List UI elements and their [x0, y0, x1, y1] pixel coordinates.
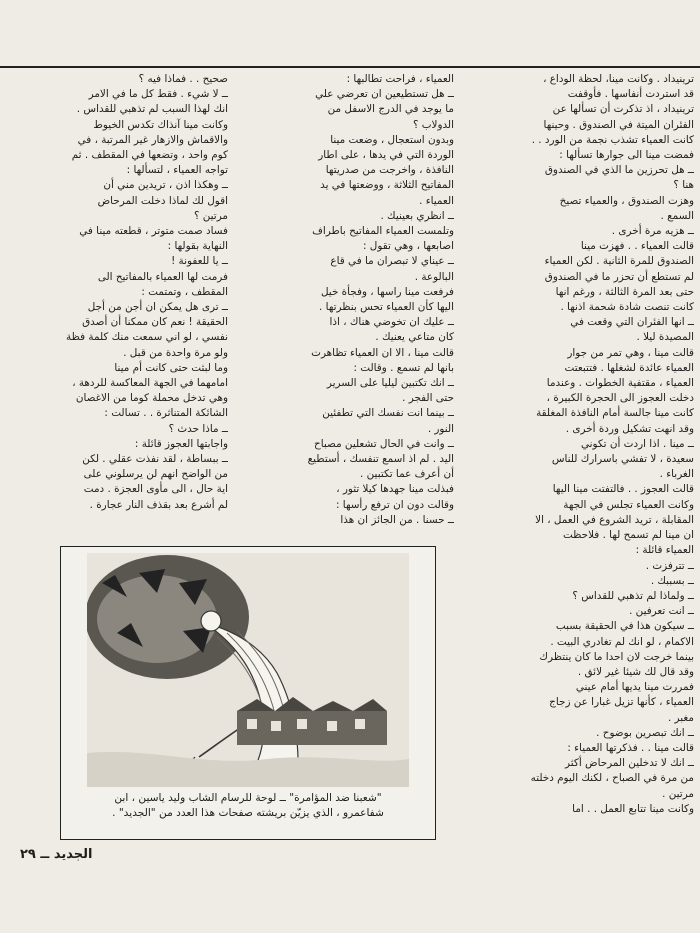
text-line: ــ وهكذا اذن ، تريدين مني أن — [103, 179, 228, 192]
text-line: وكانت مينا آنذاك تكدس الخيوط — [93, 118, 228, 131]
text-line: من الواضح انهم لن يرسلوني على — [83, 468, 228, 481]
text-line: ــ مينا . اذا اردت أن تكوني — [581, 437, 694, 450]
text-line: هنا ؟ — [673, 179, 694, 192]
text-line: ــ بينما انت نفسك التي تطفئين — [322, 407, 454, 420]
text-line: العمياء عائدة لشغلها . فتتبعتت — [564, 361, 694, 374]
text-column-left — [14, 72, 228, 542]
text-line: ــ انك لا تدخلين المرحاض أكثر — [565, 757, 694, 770]
text-line: فبذلت مينا جهدها كيلا تثور ، — [336, 483, 454, 496]
figure-caption — [69, 791, 427, 821]
text-line: ــ ماذا حدث ؟ — [168, 422, 228, 435]
text-line: وكانت مينا تتابع العمل . . اما — [572, 802, 694, 815]
text-line: ــ انك تكتبين ليليا على السرير — [326, 377, 454, 390]
text-line: قالت العمياء . . فهزت مينا — [580, 240, 694, 253]
text-line: النافذة ، واخرجت من صدريتها — [325, 164, 454, 177]
text-line: كان متاعي يعنيك . — [375, 331, 454, 344]
header-rule — [0, 66, 700, 68]
text-line: ــ بسببك . — [650, 574, 694, 587]
text-line: واجابتها العجوز قائلة : — [134, 437, 228, 450]
text-line: امامهما في الجهة المعاكسة للردهة ، — [72, 377, 228, 390]
text-line: المصيدة ليلا . — [636, 331, 694, 344]
text-line: لم تستطع أن تحزر ما في الصندوق — [544, 270, 694, 283]
text-line: ــ تترفزت . — [645, 559, 694, 572]
text-line: حتى الفجر . — [402, 392, 454, 405]
text-line: وقد قال لك شيئا غير لائق . — [577, 665, 694, 678]
text-line: العمياء . — [419, 194, 454, 207]
text-line: انك لهذا السبب لم تذهبي للقداس . — [76, 103, 228, 116]
text-line: ــ وانت في الحال تشعلين مصباح — [314, 437, 454, 450]
text-line: ــ هل تحرزين ما الذي في الصندوق — [544, 164, 694, 177]
text-line: الاكمام ، لو انك لم تغادري البيت . — [550, 635, 694, 648]
text-line: كانت العمياء تشذب نجمة من الورد . . — [531, 133, 694, 146]
text-column-right — [464, 72, 694, 840]
text-line: ترينيداد ، اذ تذكرت أن تسألها عن — [552, 103, 694, 116]
text-line: ان مينا لم تسمح لها . فلاحظت — [562, 529, 694, 542]
text-line: ــ عليك ان تخوضي هناك ، اذا — [329, 316, 454, 329]
text-line: ــ يا للعفونة ! — [171, 255, 228, 268]
text-line: ــ هزيه مرة أخرى . — [611, 225, 694, 238]
text-line: بانها لم تسمع . وقالت : — [353, 361, 454, 374]
text-column-middle — [240, 72, 454, 542]
text-line: المقطف ، وتمتمت : — [141, 285, 228, 298]
text-line: صحيح . . فماذا فيه ؟ — [138, 73, 228, 85]
text-line: ــ ولماذا لم تذهبي للقداس ؟ — [572, 589, 694, 602]
text-line: ــ لا شيء . فقط كل ما في الامر — [88, 88, 228, 101]
text-line: ترينيداد . وكانت مينا، لحظة الوداع ، — [543, 73, 694, 85]
text-line: فرفعت مينا راسها ، وفجأة خيل — [320, 285, 454, 298]
text-line: ما يوجد في الدرج الاسفل من — [327, 103, 454, 116]
text-line: النهاية بقولها : — [167, 240, 228, 253]
text-line: كانت مينا جالسة أمام النافذة المغلقة — [536, 407, 694, 420]
text-line: المقابلة ، تريد الشروع في العمل ، الا — [535, 513, 694, 526]
text-line: لم أشرع بعد بقذف النار عجارة . — [89, 498, 228, 511]
text-line: سعيدة ، لا تفشي باسرارك للناس — [551, 453, 694, 466]
text-line: ــ انت تعرفين . — [629, 605, 694, 618]
text-line: الدولاب ؟ — [412, 118, 454, 131]
text-line: العمياء ، مقتفية الخطوات . وعندما — [546, 377, 694, 390]
text-line: وهزت الصندوق ، والعمياء تصيخ — [559, 194, 694, 207]
text-line: ــ انظري بعينيك . — [380, 209, 454, 222]
text-line: ــ هل تستطيعين ان تعرضي علي — [315, 88, 454, 101]
text-line: ــ انها الفئران التي وقعت في — [570, 316, 694, 329]
journal-name: الجديد — [53, 847, 93, 862]
text-line: اقول لك لماذا دخلت المرحاض — [97, 194, 228, 207]
text-line: فمضت مينا الى جوارها تسألها : — [559, 149, 694, 162]
text-line: الصندوق للمرة الثانية . لكن العمياء — [544, 255, 694, 268]
text-line: تواجه العمياء ، لتسألها : — [126, 164, 228, 177]
text-line: الغرباء . — [659, 468, 694, 481]
caption-line: "شعبنا ضد المؤامرة" ــ لوحة للرسام الشاب وليد ياسين ، ابن — [114, 792, 382, 804]
text-line: مرتين . — [662, 787, 694, 800]
text-line: وتلمست العمياء المفاتيح باطراف — [312, 225, 454, 238]
text-line: العمياء قائلة : — [635, 544, 694, 557]
text-line: اليد . لم اذ اسمع تنفسك ، أستطيع — [307, 453, 454, 466]
text-line: كانت تنصت شادة شحمة اذنها . — [560, 301, 694, 314]
text-line: وما لبثت حتى كانت أم مينا — [114, 361, 228, 374]
text-line: اية حال ، الى مأوى العجزة . دمت — [83, 483, 228, 496]
text-line: فمررت مينا يديها أمام عيني — [575, 681, 694, 694]
text-line: فساد صمت متوتر ، قطعته مينا في — [79, 225, 228, 238]
text-line: المفاتيح الثلاثة ، ووضعتها في يد — [320, 179, 454, 192]
text-line: قالت مينا ، وهي تمر من جوار — [567, 346, 694, 359]
text-line: فرمت لها العمياء بالمفاتيح الى — [97, 270, 228, 283]
text-line: قد استردت أنفاسها . فأوقفت — [567, 88, 694, 101]
text-line: أن أعرف عما تكتبين . — [360, 468, 454, 481]
footer-dash: ــ — [35, 847, 50, 862]
text-line: دخلت العجوز الى الحجرة الكبيرة ، — [546, 392, 694, 405]
text-line: الفئران الميتة في الصندوق . وحينها — [543, 118, 694, 131]
page-footer — [20, 847, 92, 862]
text-line: ــ ترى هل يمكن ان أجن من أجل — [87, 301, 228, 314]
text-line: وكانت العمياء تجلس في الجهة — [563, 498, 694, 511]
text-line: والاقماش والازهار غير المرتبة ، في — [77, 133, 228, 146]
text-line: ــ حسنا . من الجائز ان هذا — [340, 513, 454, 526]
caption-line: شفاعمرو ، الذي يزيّن بريشته صفحات هذا العدد من "الجديد" . — [112, 807, 384, 819]
text-line: ــ عيناي لا تبصران ما في قاع — [330, 255, 454, 268]
text-line: البالوعة . — [414, 270, 454, 283]
text-line: مغبر . — [667, 711, 694, 724]
text-line: السمع . — [660, 209, 694, 222]
text-line: قالت مينا . . فذكرتها العمياء : — [567, 741, 694, 754]
text-line: مرتين ؟ — [193, 209, 228, 222]
text-line: النور . — [427, 422, 454, 435]
text-line: ولو مرة واحدة من قبل . — [123, 346, 228, 359]
text-line: حتى بعد المرة الثالثة ، ورغم انها — [555, 285, 694, 298]
text-line: قالت العجوز . . فالتفتت مينا اليها — [552, 483, 694, 496]
text-line: العمياء ، فراحت تطالبها : — [346, 73, 454, 85]
painting-illustration — [87, 553, 409, 787]
text-line: من مرة في الصباح ، لكنك اليوم دخلته — [530, 772, 694, 785]
text-line: اصابعها ، وهي تقول : — [362, 240, 454, 253]
page-number: ٢٩ — [20, 847, 36, 862]
text-line: وقد انهت تشكيل وردة أخرى . — [565, 422, 694, 435]
text-line: بينما خرجت لان احدا ما كان ينتظرك — [539, 650, 694, 663]
text-line: اليها كأن العمياء تحس بنظرتها . — [319, 301, 454, 314]
text-line: ــ سيكون هذا في الحقيقة بسبب — [555, 620, 694, 633]
text-line: كوم واحد ، وتضعها في المقطف . ثم — [71, 149, 228, 162]
text-line: وبدون استعجال ، وضعت مينا — [330, 133, 454, 146]
text-line: ــ انك تبصرين بوضوح . — [596, 726, 694, 739]
illustration-figure — [60, 546, 436, 840]
text-line: وقالت دون ان ترفع رأسها : — [335, 498, 454, 511]
text-line: الوردة التي في يدها ، على اطار — [318, 149, 454, 162]
text-line: العمياء ، كأنها تزيل غبارا عن زجاج — [549, 696, 694, 709]
text-line: نفسي ، لو اني سمعت منك كلمة فظة — [66, 331, 228, 344]
text-line: الشائكة المتناثرة . . تسالت : — [104, 407, 228, 420]
text-line: ــ ببساطة ، لقد نفذت عقلي . لكن — [82, 453, 228, 466]
text-line: قالت مينا ، الا ان العمياء تظاهرت — [311, 346, 454, 359]
text-line: وهي تدخل محملة كوما من الاغصان — [75, 392, 228, 405]
text-line: الحقيقة ! نعم كان ممكنا أن أصدق — [82, 316, 228, 329]
